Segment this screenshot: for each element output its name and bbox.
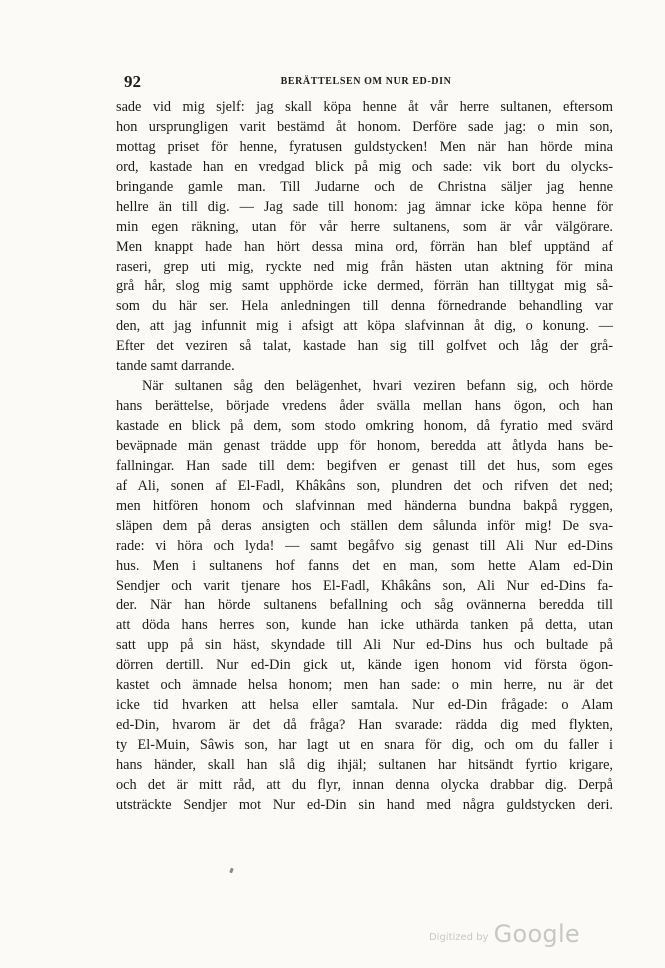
- text-line: Men knappt hade han hört dessa mina ord, förrän han blef upptänd af: [116, 238, 613, 255]
- google-logo: Google: [493, 920, 580, 948]
- text-line: den, att jag infunnit mig i afsigt att köpa slafvinnan åt dig, o konung. —: [116, 318, 613, 335]
- text-line: Efter det veziren så talat, kastade han sig till golfvet och låg der grå-: [116, 338, 613, 355]
- text-line: ty El-Muin, Sâwis son, har lagt ut en snara för dig, och om du faller i: [116, 737, 613, 753]
- text-line: raseri, grep uti mig, ryckte ned mig från hästen utan aktning för mina: [116, 258, 613, 275]
- text-line: af Ali, sonen af El-Fadl, Khâkâns son, plundren det och rifven det ned;: [116, 477, 613, 494]
- text-line: hus. Men i sultanens hof fanns det en man, som hette Alam ed-Din: [116, 557, 613, 574]
- text-line: rade: vi höra och lyda! — samt begåfvo sig genast till Ali Nur ed-Dins: [116, 537, 613, 554]
- text-line: men hitfören honom och slafvinnan med händerna bundna bakpå ryggen,: [116, 497, 613, 514]
- text-line: grå hår, slog mig samt upphörde icke dermed, förrän han tilltygat mig så-: [116, 278, 613, 295]
- text-line: ord, kastade han en vredgad blick på mig och sade: vik bort du olycks-: [116, 158, 613, 175]
- text-line: hans berättelse, började vredens åder svälla mellan hans ögon, och han: [116, 398, 613, 415]
- paper-speck: [229, 868, 234, 874]
- text-line: att döda hans herres son, kunde han icke uthärda tanken på detta, utan: [116, 617, 613, 634]
- text-line: ed-Din, hvarom är det då fråga? Han svarade: rädda dig med flykten,: [116, 717, 613, 734]
- text-line: släpen dem på deras ansigten och ställen dem sålunda inför mig! De sva-: [116, 517, 613, 534]
- running-head: BERÄTTELSEN OM NUR ED-DIN: [280, 76, 452, 87]
- text-line: Sendjer och varit tjenare hos El-Fadl, Khâkâns son, Ali Nur ed-Dins fa-: [116, 577, 613, 594]
- text-line: kastade en blick på dem, som stodo omkring honom, då fyratio med svärd: [116, 418, 613, 434]
- text-line: När sultanen såg den belägenhet, hvari veziren befann sig, och hörde: [142, 378, 613, 395]
- text-line: dörren dertill. Nur ed-Din gick ut, kände igen honom vid första ögon-: [116, 657, 613, 674]
- text-line: der. När han hörde sultanens befallning och såg ovännerna beredda till: [116, 597, 613, 614]
- digitized-watermark: [429, 920, 580, 948]
- text-line: beväpnade män genast trädde upp för honom, beredda att åtlyda hans be-: [116, 437, 613, 454]
- text-line: tande samt darrande.: [116, 358, 235, 375]
- text-line: som du här ser. Hela anledningen till denna förnedrande behandling var: [116, 298, 613, 315]
- text-line: fallningar. Han sade till dem: begifven er genast till det hus, som eges: [116, 457, 613, 474]
- watermark-prefix: Digitized by: [428, 932, 489, 943]
- page-number: 92: [124, 72, 141, 91]
- text-line: bringande gamle man. Till Judarne och de Christna säljer jag henne: [116, 178, 613, 195]
- text-line: och det är mitt råd, att du flyr, innan denna olycka drabbar dig. Derpå: [116, 776, 613, 793]
- text-line: min egen räkning, utan för vår herre sultanens, som är vår välgörare.: [116, 218, 613, 235]
- page-header: [120, 72, 612, 94]
- body-text: [116, 98, 613, 816]
- text-line: satt upp på sin häst, skyndade till Ali Nur ed-Dins hus och bultade på: [116, 637, 613, 654]
- text-line: hans händer, skall han slå dig ihjäl; sultanen har hitsändt fyrtio krigare,: [116, 756, 613, 773]
- text-line: sade vid mig sjelf: jag skall köpa henne åt vår herre sultanen, eftersom: [116, 99, 613, 115]
- text-line: kastet och ämnade helsa honom; men han sade: o min herre, nu är det: [116, 677, 613, 694]
- text-line: mottag priset för henne, fyratusen guldstycken! Men när han hörde mina: [116, 138, 613, 155]
- text-line: hon ursprungligen varit bestämd åt honom. Derföre sade jag: o min son,: [116, 118, 613, 135]
- text-line: icke tid hvarken att helsa eller samtala. Nur ed-Din frågade: o Alam: [116, 697, 613, 714]
- text-line: utsträckte Sendjer mot Nur ed-Din sin hand med några guldstycken deri.: [116, 796, 613, 813]
- text-line: hellre än till dig. — Jag sade till honom: jag ämnar icke köpa henne för: [116, 198, 613, 215]
